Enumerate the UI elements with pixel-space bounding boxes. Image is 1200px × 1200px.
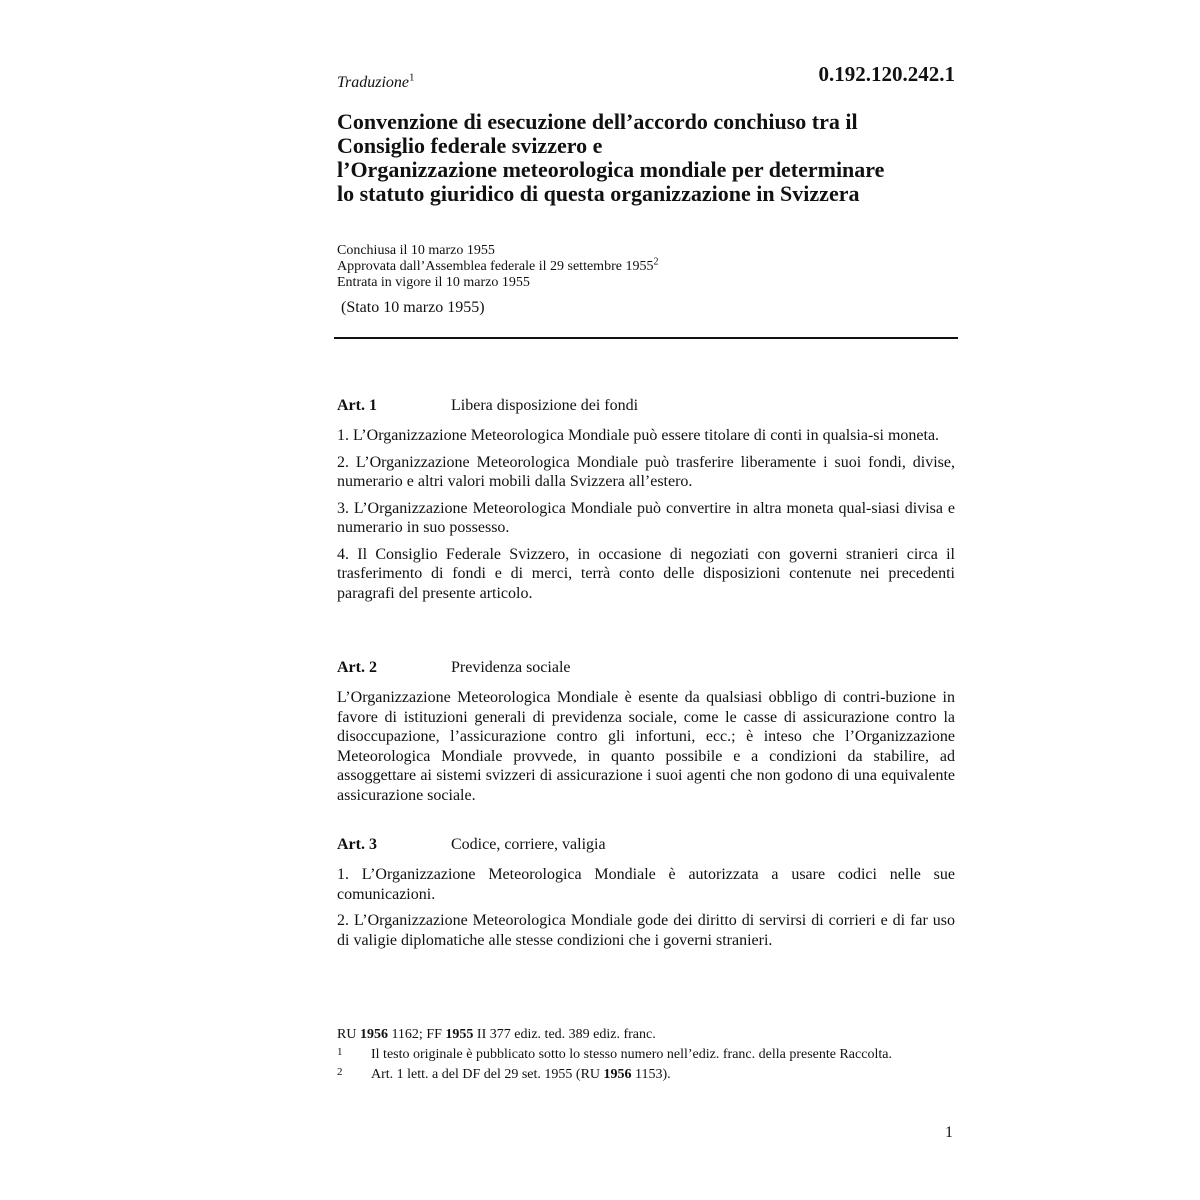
footnote-text: Art. 1 lett. a del DF del 29 set. 1955 (RU 1956 1153). [371,1067,671,1082]
article-1 [337,397,955,603]
article-heading [337,659,955,681]
page-number: 1 [945,1124,953,1141]
translation-label: Traduzione$^1$ [337,71,415,91]
footnote-text: Il testo originale è pubblicato sotto lo stesso numero nell’ediz. franc. della presente Raccolta. [371,1047,892,1062]
article-paragraph: L’Organizzazione Meteorologica Mondiale è esente da qualsiasi obbligo di contri-buzione in favore di istituzioni generali di previdenza sociale, come le casse di assicurazione contro la disoccupazione, l’assicurazione contro gli infortuni, ecc.; è inteso che l’Organizzazione Meteorologica Mondiale provvede, in quanto possibile e a condizioni da stabilire, ad assoggettare ai sistemi svizzeri di assicurazione i suoi agenti che non godono di una equivalente assicurazione sociale. [337,689,955,804]
title-line: l’Organizzazione meteorologica mondiale per determinare [337,157,885,182]
article-2 [337,659,955,805]
article-paragraph: 1. L’Organizzazione Meteorologica Mondiale può essere titolare di conti in qualsia-si moneta. [337,427,940,444]
footnote-mark: 2 [337,1066,343,1078]
footnote-ref-1[interactable]: 1 [409,71,415,84]
document-page [337,0,955,1200]
source-citation: RU 1956 1162; FF 1955 II 377 ediz. ted. 389 ediz. franc. [337,1027,656,1042]
article-heading [337,397,955,419]
document-title [337,110,955,206]
footnote-1 [337,1047,955,1063]
header-divider [334,337,958,339]
concluded-date: Conchiusa il 10 marzo 1955 [337,243,495,258]
status-date: (Stato 10 marzo 1955) [341,299,485,316]
article-paragraph: 1. L’Organizzazione Meteorologica Mondiale è autorizzata a usare codici nelle sue comunicazioni. [337,866,955,903]
article-number: Art. 3 [337,836,377,853]
footnotes [337,1027,955,1083]
title-line: Convenzione di esecuzione dell’accordo conchiuso tra il [337,109,858,134]
footnote-2 [337,1067,955,1083]
title-line: lo statuto giuridico di questa organizzazione in Svizzera [337,181,860,206]
article-3 [337,836,955,950]
article-number: Art. 2 [337,659,377,676]
article-title: Previdenza sociale [451,659,571,676]
article-paragraph: 4. Il Consiglio Federale Svizzero, in occasione di negoziati con governi stranieri circa il trasferimento di fondi e di merci, terrà conto delle disposizioni contenute nei precedenti paragrafi del presente articolo. [337,545,955,602]
footnote-mark: 1 [337,1046,343,1058]
document-header [337,62,955,92]
in-force-date: Entrata in vigore il 10 marzo 1955 [337,275,530,290]
approved-date: Approvata dall’Assemblea federale il 29 settembre 1955$^2$ [337,256,659,274]
article-heading [337,836,955,858]
article-paragraph: 2. L’Organizzazione Meteorologica Mondiale può trasferire liberamente i suoi fondi, divise, numerario e altri valori mobili dalla Svizzera all’estero. [337,453,955,490]
article-paragraph: 3. L’Organizzazione Meteorologica Mondiale può convertire in altra moneta qual-siasi divisa e numerario in suo possesso. [337,499,955,536]
title-line: Consiglio federale svizzero e [337,133,603,158]
article-title: Libera disposizione dei fondi [451,397,639,414]
article-paragraph: 2. L’Organizzazione Meteorologica Mondiale gode dei diritto di servirsi di corrieri e di far uso di valigie diplomatiche alle stesse condizioni che i governi stranieri. [337,912,955,949]
document-dates [337,243,658,291]
article-number: Art. 1 [337,397,377,414]
article-title: Codice, corriere, valigia [451,836,606,853]
footnote-ref-2[interactable]: 2 [653,256,659,268]
sr-number: 0.192.120.242.1 [818,62,955,86]
